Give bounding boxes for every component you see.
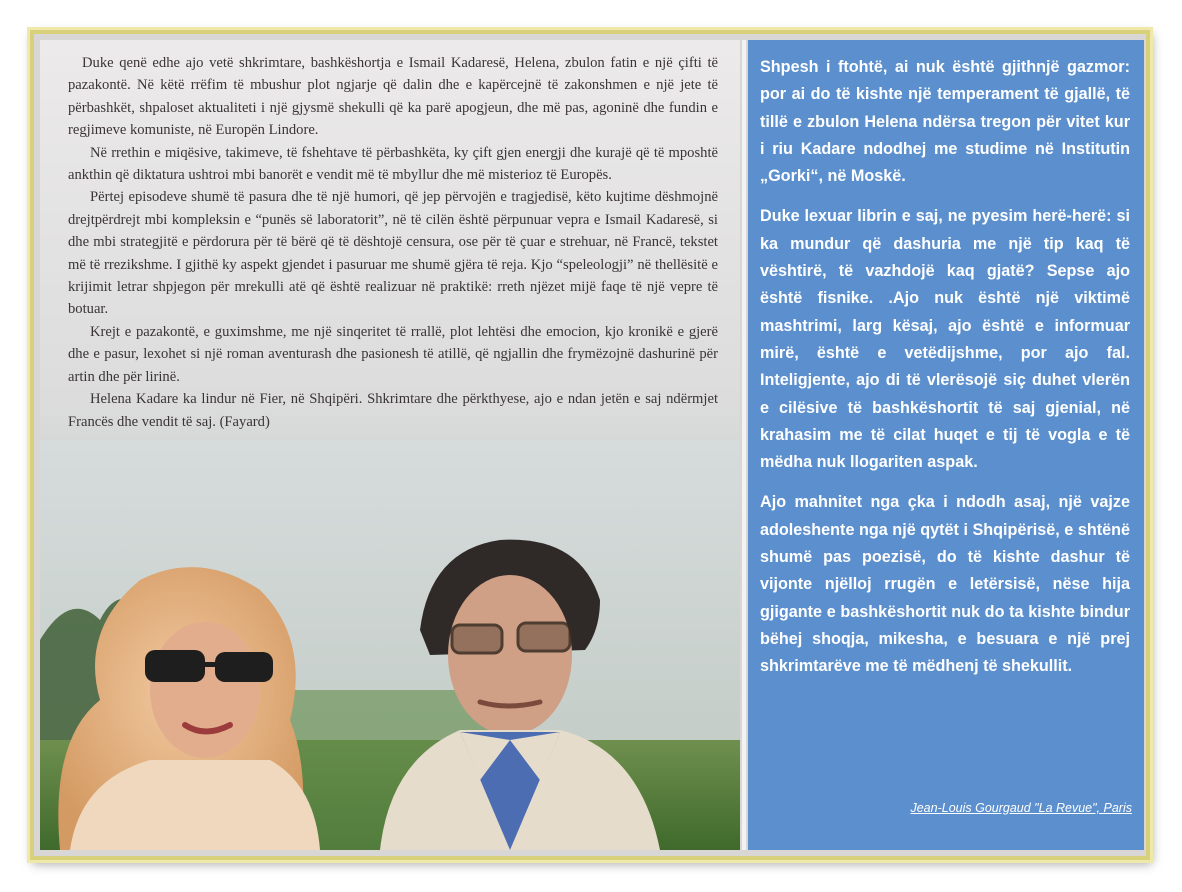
quote-paragraph: Shpesh i ftohtë, ai nuk është gjithnjë gazmor: por ai do të kishte një temperament të gjallë, të tillë e zbulon Helena ndërsa tregon për vitet kur i riu Kadare ndodhej me studime në Institutin „Gorki“, në Moskë.	[760, 58, 1130, 186]
couple-photo	[40, 440, 740, 850]
article-paragraph: Përtej episodeve shumë të pasura dhe të një humori, që jep përvojën e tragjedisë, këto kujtime dëshmojnë drejtpërdrejt mbi kompleksin e “punës së laboratorit”, në të cilën është përpunuar vepra e Ismail Kadaresë, si dhe mbi strategjitë e përdorura për të bërë që të dështojë censura, ose për të çuar e strehuar, në Francë, tekstet më të rrezikshme. I gjithë ky aspekt gjendet i pasuruar me shumë gjëra të reja. Kjo “speleologji” në thellësitë e krijimit letrar shpjegon për mrekulli atë që është realizuar në praktikë: rreth njëzet mijë faqe të një vepre të botuar.	[68, 189, 718, 318]
quote-paragraph: Ajo mahnitet nga çka i ndodh asaj, një vajze adoleshente nga një qytët i Shqipërisë, e shtënë shumë pas poezisë, do të kishte dashur të vijonte njëlloj rrugën e letërsisë, nëse hija gjigante e bashkëshortit nuk do ta kishte bindur bëhej shoqja, mikesha, e besuara e një prej shkrimtarëve me të mëdhenj të shekullit.	[760, 493, 1130, 676]
quote-panel	[748, 40, 1144, 850]
scanned-book-page	[40, 40, 740, 850]
article-paragraph: Krejt e pazakontë, e guximshme, me një sinqeritet të rrallë, plot lehtësi dhe emocion, kjo kronikë e gjerë dhe e pasur, lexohet si një roman aventurash dhe pasionesh të atillë, që ngjallin dhe frymëzojnë dashurinë për artin dhe për lirinë.	[68, 323, 718, 385]
article-paragraph: Duke qenë edhe ajo vetë shkrimtare, bashkëshortja e Ismail Kadaresë, Helena, zbulon fatin e një çifti të pazakontë. Në këtë rrëfim të mbushur plot ngjarje që dalin dhe e kapërcejnë të zakonshmen e një jete të përbashkët, shpaloset aktualiteti i një gjysmë shekulli që ka parë apogjeun, dhe më pas, agoninë dhe fundin e regjimeve komuniste, në Europën Lindore.	[68, 55, 718, 139]
article-paragraph: Në rrethin e miqësive, takimeve, të fshehtave të përbashkëta, ky çift gjen energji dhe kurajë që të mposhtë ankthin që diktatura ushtroi mbi banorët e vendit më të mbyllur dhe më misterioz të Europës.	[68, 144, 718, 184]
quote-paragraph: Duke lexuar librin e saj, ne pyesim herë-herë: si ka mundur që dashuria me një tip kaq të vështirë, të vazhdojë kaq gjatë? Sepse ajo është fisnike. .Ajo nuk është një viktimë mashtrimi, larg kësaj, ajo është e informuar mirë, është e vetëdijshme, por ajo fal. Inteligjente, ajo di të vlerësojë siç duhet vlerën e cilësive të bashkëshortit të saj gjenial, në krahasim me të cilat huqet e tij të vogla e të mëdha nuk llogariten aspak.	[760, 207, 1130, 472]
article-paragraph: Helena Kadare ka lindur në Fier, në Shqipëri. Shkrimtare dhe përkthyese, ajo e ndan jetën e saj ndërmjet Francës dhe vendit të saj. (Fayard)	[68, 391, 718, 430]
column-divider	[742, 40, 746, 850]
layout-frame	[30, 30, 1150, 860]
quote-credit: Jean-Louis Gourgaud "La Revue", Paris	[910, 800, 1132, 815]
article-text	[68, 52, 718, 433]
